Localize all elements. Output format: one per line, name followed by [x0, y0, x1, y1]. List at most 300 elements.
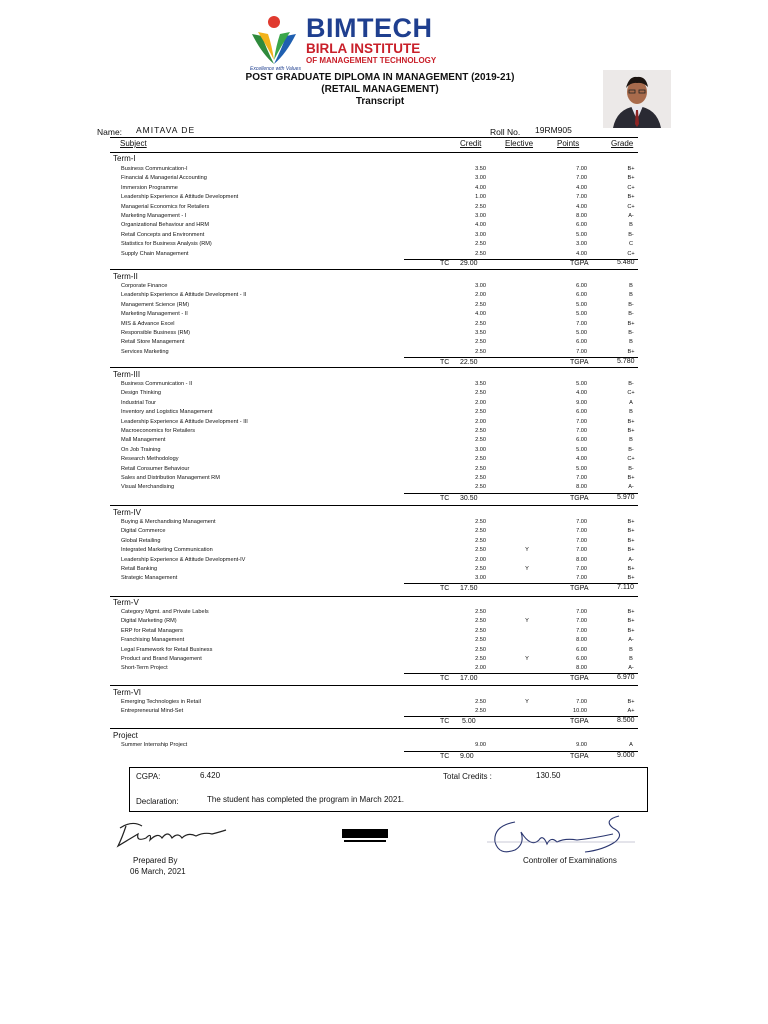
grade-cell: B+: [627, 699, 635, 705]
subject-cell: Marketing Management - I: [121, 213, 187, 219]
logo-line-1: BIRLA INSTITUTE: [306, 41, 421, 56]
table-row: [0, 556, 768, 565]
declaration-text: The student has completed the program in March 2021.: [207, 795, 404, 804]
tgpa-label: TGPA: [570, 718, 589, 725]
points-cell: 9.00: [576, 399, 587, 406]
credit-cell: 2.50: [475, 475, 486, 481]
term-title: Project: [113, 731, 138, 740]
points-cell: 5.00: [576, 330, 587, 336]
subject-cell: Corporate Finance: [121, 283, 168, 289]
table-row: [0, 389, 768, 398]
redacted-block: [344, 840, 386, 842]
subject-cell: Strategic Management: [121, 575, 178, 582]
subject-cell: Managerial Economics for Retailers: [121, 203, 210, 210]
elective-cell: Y: [525, 566, 529, 572]
points-cell: 6.00: [576, 339, 587, 346]
points-cell: 4.00: [576, 390, 587, 397]
grade-cell: B+: [627, 566, 635, 572]
credit-cell: 2.50: [475, 708, 486, 715]
credit-cell: 4.00: [475, 311, 486, 318]
points-cell: 7.00: [576, 547, 587, 554]
credit-cell: 2.00: [475, 399, 486, 406]
credit-cell: 3.00: [475, 446, 486, 453]
points-cell: 5.00: [576, 465, 587, 472]
tgpa-value: 9.000: [617, 752, 635, 759]
header-top-rule: [110, 137, 638, 138]
cgpa-label: CGPA:: [136, 772, 161, 781]
col-subject: Subject: [120, 139, 147, 148]
credit-cell: 2.50: [475, 699, 486, 705]
table-row: [0, 338, 768, 347]
subject-cell: Emerging Technologies in Retail: [121, 699, 201, 705]
points-cell: 8.00: [576, 556, 587, 563]
grade-cell: A: [629, 742, 633, 748]
grade-cell: A-: [628, 665, 634, 672]
subject-cell: Summer Internship Project: [121, 742, 188, 748]
subject-cell: Retail Consumer Behaviour: [121, 465, 190, 472]
points-cell: 7.00: [576, 475, 587, 481]
credit-cell: 2.50: [475, 627, 486, 634]
credit-cell: 2.50: [475, 465, 486, 472]
table-row: [0, 483, 768, 492]
elective-cell: Y: [525, 656, 529, 662]
grade-cell: C+: [627, 184, 635, 191]
table-row: [0, 380, 768, 389]
points-cell: 8.00: [576, 637, 587, 644]
term-rule: [110, 367, 638, 368]
prepared-date: 06 March, 2021: [130, 867, 186, 876]
credit-cell: 2.50: [475, 656, 486, 662]
student-photo: [603, 70, 671, 128]
points-cell: 7.00: [576, 418, 587, 425]
grade-cell: B-: [628, 311, 634, 318]
tc-label: TC: [440, 359, 450, 366]
subject-cell: Statistics for Business Analysis (RM): [121, 241, 212, 248]
grade-cell: B: [629, 409, 633, 416]
table-row: [0, 193, 768, 202]
subject-cell: Category Mgmt. and Private Labels: [121, 609, 209, 615]
roll-label: Roll No.: [490, 127, 521, 137]
subject-cell: Leadership Experience & Attitude Development - II: [121, 292, 247, 299]
subject-cell: Responsible Business (RM): [121, 330, 191, 336]
student-name: AMITAVA DE: [136, 125, 196, 135]
points-cell: 7.00: [576, 566, 587, 572]
col-elective: Elective: [505, 139, 534, 148]
tc-value: 17.00: [460, 675, 478, 682]
credit-cell: 1.00: [475, 194, 486, 201]
grade-cell: B-: [628, 465, 634, 472]
bimtech-logo: [248, 13, 458, 72]
points-cell: 7.00: [576, 609, 587, 615]
total-credits-label: Total Credits :: [443, 772, 492, 781]
tc-label: TC: [440, 495, 450, 502]
table-row: [0, 221, 768, 230]
grade-cell: B+: [627, 320, 635, 327]
points-cell: 8.00: [576, 484, 587, 491]
credit-cell: 2.50: [475, 566, 486, 572]
grade-cell: B-: [628, 301, 634, 308]
table-row: [0, 527, 768, 536]
credit-cell: 2.50: [475, 203, 486, 210]
subject-cell: Mall Management: [121, 437, 166, 444]
grade-cell: C+: [627, 203, 635, 210]
elective-cell: Y: [525, 547, 529, 554]
table-row: [0, 698, 768, 707]
grade-cell: B-: [628, 330, 634, 336]
tc-value: 22.50: [460, 359, 478, 366]
controller-signature: [485, 812, 645, 860]
points-cell: 7.00: [576, 194, 587, 201]
points-cell: 5.00: [576, 381, 587, 387]
credit-cell: 2.50: [475, 537, 486, 544]
term-total-row: [0, 584, 768, 594]
subject-cell: Legal Framework for Retail Business: [121, 646, 213, 653]
points-cell: 6.00: [576, 283, 587, 289]
student-photo-icon: [603, 70, 671, 128]
credit-cell: 2.50: [475, 618, 486, 625]
table-row: [0, 608, 768, 617]
grade-cell: A: [629, 399, 633, 406]
subject-cell: Design Thinking: [121, 390, 162, 397]
credit-cell: 2.50: [475, 519, 486, 525]
subject-cell: Leadership Experience & Attitude Development: [121, 194, 239, 201]
points-cell: 7.00: [576, 528, 587, 535]
col-credit: Credit: [460, 139, 482, 148]
points-cell: 7.00: [576, 166, 587, 172]
subject-cell: Organizational Behaviour and HRM: [121, 222, 209, 229]
grade-cell: B+: [627, 348, 635, 355]
credit-cell: 9.00: [475, 742, 486, 748]
controller-label: Controller of Examinations: [523, 856, 617, 865]
credit-cell: 2.50: [475, 348, 486, 355]
credit-cell: 2.50: [475, 390, 486, 397]
table-row: [0, 240, 768, 249]
credit-cell: 2.50: [475, 241, 486, 248]
credit-cell: 2.50: [475, 250, 486, 257]
term-title: Term-II: [113, 272, 138, 281]
table-row: [0, 646, 768, 655]
points-cell: 8.00: [576, 213, 587, 219]
subject-cell: Entrepreneurial Mind-Set: [121, 708, 184, 715]
cgpa-value: 6.420: [200, 771, 221, 780]
table-row: [0, 436, 768, 445]
credit-cell: 3.00: [475, 175, 486, 182]
tgpa-value: 7.110: [617, 584, 634, 591]
tc-value: 29.00: [460, 260, 478, 267]
tc-value: 30.50: [460, 495, 478, 502]
table-row: [0, 399, 768, 408]
redacted-block: [342, 829, 388, 838]
term-rule: [110, 685, 638, 686]
term-rule: [110, 728, 638, 729]
subject-cell: Leadership Experience & Attitude Development-IV: [121, 556, 246, 563]
tgpa-value: 5.970: [617, 494, 635, 501]
points-cell: 4.00: [576, 250, 587, 257]
tc-label: TC: [440, 585, 450, 592]
credit-cell: 4.00: [475, 184, 486, 191]
table-row: [0, 165, 768, 174]
tc-label: TC: [440, 260, 450, 267]
points-cell: 6.00: [576, 437, 587, 444]
table-row: [0, 664, 768, 673]
subject-cell: Management Science (RM): [121, 301, 190, 308]
tc-label: TC: [440, 753, 450, 760]
table-row: [0, 565, 768, 574]
credit-cell: 3.00: [475, 231, 486, 238]
credit-cell: 2.50: [475, 339, 486, 346]
grade-cell: B+: [627, 609, 635, 615]
table-row: [0, 329, 768, 338]
points-cell: 7.00: [576, 627, 587, 634]
term-rule: [110, 596, 638, 597]
subject-cell: Retail Store Management: [121, 339, 185, 346]
points-cell: 9.00: [576, 742, 587, 748]
points-cell: 5.00: [576, 446, 587, 453]
credit-cell: 3.50: [475, 330, 486, 336]
document-type: Transcript: [355, 96, 405, 107]
term-rule: [110, 505, 638, 506]
subject-cell: Macroeconomics for Retailers: [121, 428, 195, 434]
grade-cell: B+: [627, 175, 635, 182]
table-row: [0, 320, 768, 329]
points-cell: 4.00: [576, 184, 587, 191]
points-cell: 7.00: [576, 175, 587, 182]
table-row: [0, 465, 768, 474]
credit-cell: 2.00: [475, 292, 486, 299]
term-total-row: [0, 717, 768, 727]
prepared-by-label: Prepared By: [133, 856, 178, 865]
tc-label: TC: [440, 675, 450, 682]
logo-title: BIMTECH: [306, 13, 433, 43]
subject-cell: Inventory and Logistics Management: [121, 409, 213, 416]
credit-cell: 2.00: [475, 418, 486, 425]
table-row: [0, 474, 768, 483]
grade-cell: B+: [627, 627, 635, 634]
grade-cell: C+: [627, 250, 635, 257]
credit-cell: 2.50: [475, 484, 486, 491]
tgpa-label: TGPA: [570, 585, 589, 592]
table-row: [0, 741, 768, 750]
grade-cell: B: [629, 646, 633, 653]
term-rule: [110, 269, 638, 270]
tgpa-value: 6.970: [617, 674, 635, 681]
credit-cell: 2.50: [475, 320, 486, 327]
subject-cell: Services Marketing: [121, 348, 169, 355]
subject-cell: MIS & Advance Excel: [121, 320, 175, 327]
subject-cell: Franchising Management: [121, 637, 185, 644]
subject-cell: Integrated Marketing Communication: [121, 547, 213, 554]
credit-cell: 2.50: [475, 528, 486, 535]
term-total-row: [0, 674, 768, 684]
credit-cell: 2.00: [475, 556, 486, 563]
table-row: [0, 348, 768, 357]
table-row: [0, 455, 768, 464]
credit-cell: 3.00: [475, 213, 486, 219]
subject-cell: Buying & Merchandising Management: [121, 519, 216, 525]
grade-cell: B: [629, 292, 633, 299]
grade-cell: A-: [628, 556, 634, 563]
points-cell: 5.00: [576, 301, 587, 308]
table-row: [0, 427, 768, 436]
term-title: Term-I: [113, 154, 136, 163]
points-cell: 5.00: [576, 231, 587, 238]
table-row: [0, 418, 768, 427]
subject-cell: Financial & Managerial Accounting: [121, 175, 207, 182]
grade-cell: B-: [628, 381, 634, 387]
subject-cell: Industrial Tour: [121, 399, 157, 406]
term-title: Term-V: [113, 598, 139, 607]
points-cell: 8.00: [576, 665, 587, 672]
points-cell: 6.00: [576, 222, 587, 229]
grade-cell: B+: [627, 428, 635, 434]
subject-cell: Supply Chain Management: [121, 250, 189, 257]
tc-value: 9.00: [460, 753, 474, 760]
table-row: [0, 184, 768, 193]
grade-cell: B+: [627, 575, 635, 582]
grade-cell: B-: [628, 231, 634, 238]
subject-cell: Retail Banking: [121, 566, 158, 572]
credit-cell: 3.00: [475, 283, 486, 289]
program-title: POST GRADUATE DIPLOMA IN MANAGEMENT (2019-21): [245, 72, 515, 83]
grade-cell: B+: [627, 166, 635, 172]
grade-cell: B+: [627, 194, 635, 201]
credit-cell: 2.50: [475, 547, 486, 554]
points-cell: 5.00: [576, 311, 587, 318]
elective-cell: Y: [525, 699, 529, 705]
grade-cell: A-: [628, 637, 634, 644]
tgpa-label: TGPA: [570, 495, 589, 502]
tc-label: TC: [440, 718, 450, 725]
credit-cell: 2.50: [475, 646, 486, 653]
subject-cell: Short-Term Project: [121, 665, 168, 672]
table-row: [0, 574, 768, 583]
tgpa-label: TGPA: [570, 359, 589, 366]
grade-cell: C: [628, 241, 634, 248]
points-cell: 6.00: [576, 409, 587, 416]
grade-cell: B+: [627, 537, 635, 544]
credit-cell: 3.50: [475, 381, 486, 387]
term-total-row: [0, 752, 768, 762]
credit-cell: 2.50: [475, 609, 486, 615]
subject-cell: Business Communication - II: [121, 381, 193, 387]
table-row: [0, 655, 768, 664]
grade-cell: B+: [627, 547, 635, 554]
table-row: [0, 250, 768, 259]
table-row: [0, 212, 768, 221]
grade-cell: B: [629, 656, 633, 662]
credit-cell: 2.50: [475, 456, 486, 463]
table-row: [0, 627, 768, 636]
grade-cell: B: [629, 222, 633, 229]
table-row: [0, 291, 768, 300]
tc-value: 5.00: [462, 718, 476, 725]
points-cell: 7.00: [576, 348, 587, 355]
tc-value: 17.50: [460, 585, 478, 592]
table-row: [0, 282, 768, 291]
subject-cell: Research Methodology: [121, 456, 179, 463]
subject-cell: Visual Merchandising: [121, 484, 175, 491]
term-title: Term-VI: [113, 688, 141, 697]
table-row: [0, 408, 768, 417]
table-row: [0, 636, 768, 645]
subject-cell: Business Communication-I: [121, 166, 188, 172]
tgpa-value: 8.500: [617, 717, 635, 724]
table-row: [0, 546, 768, 555]
roll-number: 19RM905: [535, 125, 572, 135]
table-row: [0, 617, 768, 626]
subject-cell: Sales and Distribution Management RM: [121, 475, 220, 481]
credit-cell: 4.00: [475, 222, 486, 229]
subject-cell: Global Retailing: [121, 537, 161, 544]
points-cell: 4.00: [576, 203, 587, 210]
points-cell: 3.00: [576, 241, 587, 248]
table-row: [0, 310, 768, 319]
term-total-row: [0, 259, 768, 269]
logo-emblem-icon: [248, 14, 300, 66]
credit-cell: 2.50: [475, 437, 486, 444]
points-cell: 10.00: [573, 708, 587, 715]
grade-cell: B+: [627, 475, 635, 481]
credit-cell: 3.50: [475, 166, 486, 172]
points-cell: 7.00: [576, 320, 587, 327]
grade-cell: C+: [627, 390, 635, 397]
points-cell: 4.00: [576, 456, 587, 463]
subject-cell: Retail Concepts and Environment: [121, 231, 205, 238]
points-cell: 7.00: [576, 699, 587, 705]
tgpa-value: 5.480: [617, 259, 635, 266]
grade-cell: B: [629, 339, 633, 346]
table-row: [0, 301, 768, 310]
points-cell: 7.00: [576, 519, 587, 525]
tgpa-value: 5.780: [617, 358, 635, 365]
subject-cell: Digital Commerce: [121, 528, 166, 535]
term-total-row: [0, 494, 768, 504]
table-row: [0, 174, 768, 183]
grade-cell: B+: [627, 519, 635, 525]
points-cell: 7.00: [576, 428, 587, 434]
grade-cell: B+: [627, 528, 635, 535]
subject-cell: Product and Brand Management: [121, 656, 202, 662]
table-row: [0, 203, 768, 212]
points-cell: 7.00: [576, 618, 587, 625]
col-points: Points: [557, 139, 580, 148]
logo-line-2: OF MANAGEMENT TECHNOLOGY: [306, 56, 437, 65]
credit-cell: 2.50: [475, 409, 486, 416]
credit-cell: 2.50: [475, 301, 486, 308]
tgpa-label: TGPA: [570, 260, 589, 267]
table-row: [0, 231, 768, 240]
tgpa-label: TGPA: [570, 753, 589, 760]
grade-cell: A-: [628, 484, 634, 491]
elective-cell: Y: [525, 618, 529, 625]
tgpa-label: TGPA: [570, 675, 589, 682]
grade-cell: C+: [627, 456, 635, 463]
subject-cell: On Job Training: [121, 446, 161, 453]
table-row: [0, 518, 768, 527]
subject-cell: Leadership Experience & Attitude Development - III: [121, 418, 248, 425]
table-row: [0, 537, 768, 546]
grade-cell: B: [629, 283, 633, 289]
table-row: [0, 446, 768, 455]
name-label: Name:: [97, 127, 123, 137]
grade-cell: B+: [627, 418, 635, 425]
points-cell: 6.00: [576, 656, 587, 662]
term-title: Term-IV: [113, 508, 141, 517]
term-rule: [110, 152, 638, 153]
program-subtitle: (RETAIL MANAGEMENT): [321, 84, 439, 95]
prepared-by-signature: [112, 818, 230, 850]
points-cell: 6.00: [576, 646, 587, 653]
